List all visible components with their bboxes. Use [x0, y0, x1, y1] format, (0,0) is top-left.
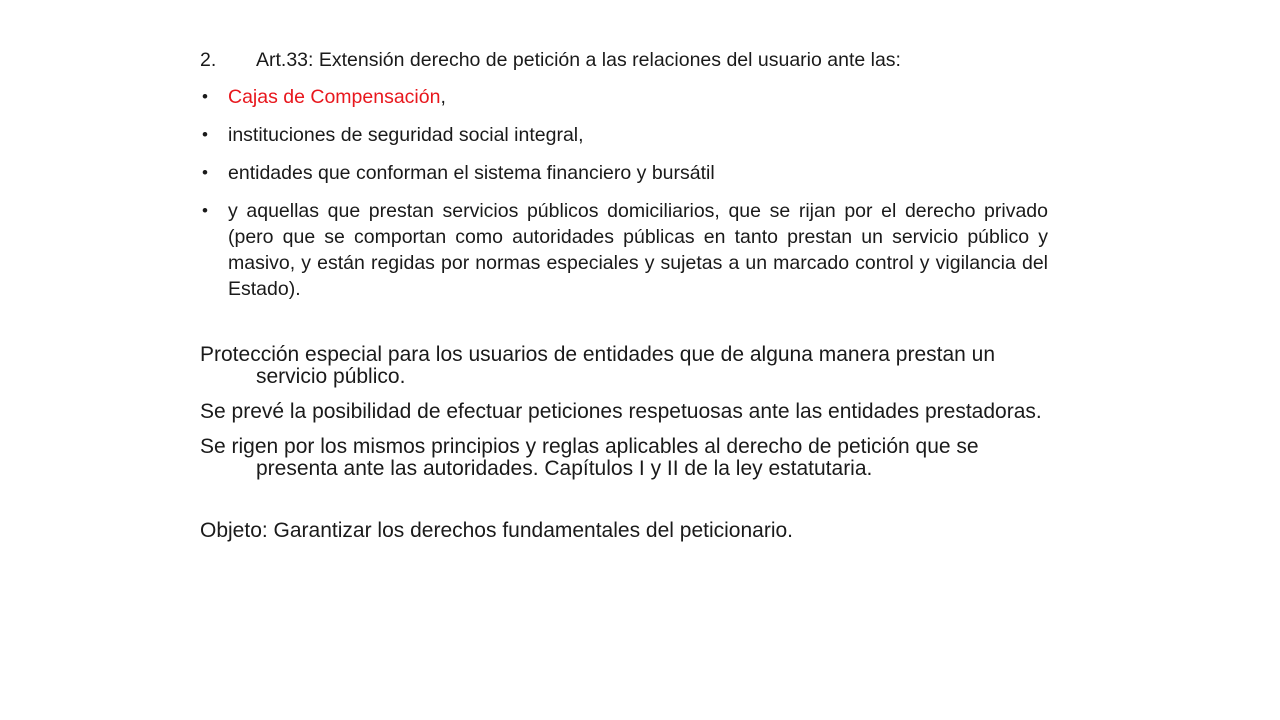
- item-text: Art.33: Extensión derecho de petición a las relaciones del usuario ante las:: [256, 49, 901, 71]
- bullet-icon: •: [202, 163, 208, 182]
- list-item-text: instituciones de seguridad social integral,: [228, 124, 584, 146]
- paragraph: Se rigen por los mismos principios y reglas aplicables al derecho de petición que se presenta ante las autoridades. Capítulos I y II de la ley estatutaria.: [200, 435, 979, 480]
- list-item: [200, 198, 1048, 302]
- paragraph: Protección especial para los usuarios de entidades que de alguna manera prestan un servicio público.: [200, 343, 996, 388]
- list-item-text: y aquellas que prestan servicios públicos domiciliarios, que se rijan por el derecho privado (pero que se comportan como autoridades públicas en tanto prestan un servicio público y masivo, y están regidas por normas especiales y sujetas a un marcado control y vigilancia del Estado).: [228, 200, 1048, 300]
- list-item-text: [228, 84, 1048, 110]
- objective-text: Objeto: Garantizar los derechos fundamentales del peticionario.: [200, 519, 794, 542]
- list-item: [200, 84, 1048, 110]
- list-item: [200, 122, 1048, 148]
- list-item-rest: ,: [440, 86, 446, 108]
- bullet-icon: •: [202, 201, 208, 220]
- list-item-text: entidades que conforman el sistema financiero y bursátil: [228, 162, 715, 184]
- highlighted-text: Cajas de Compensación: [228, 86, 441, 108]
- bullet-icon: •: [202, 87, 208, 106]
- item-number: 2.: [200, 49, 217, 71]
- numbered-item: [200, 47, 1048, 74]
- paragraph-block: [200, 344, 1048, 480]
- list-item: [200, 160, 1048, 186]
- bullet-list: [200, 84, 1048, 302]
- slide-content: [200, 47, 1048, 544]
- paragraph: Se prevé la posibilidad de efectuar peticiones respetuosas ante las entidades prestadoras.: [200, 400, 1042, 423]
- bullet-icon: •: [202, 125, 208, 144]
